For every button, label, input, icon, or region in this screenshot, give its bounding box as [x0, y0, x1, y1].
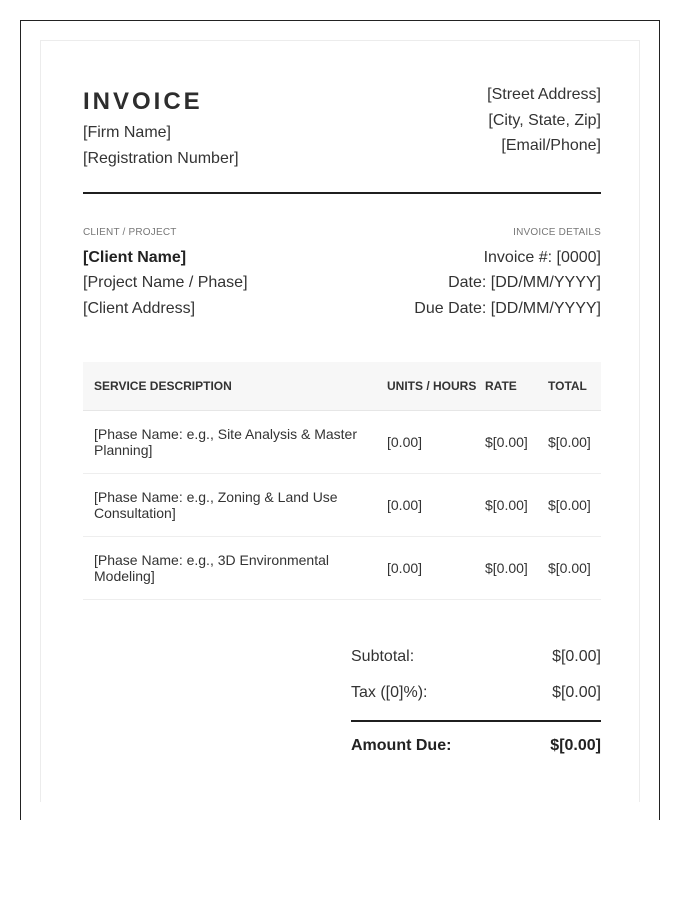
invoice-page [40, 40, 640, 802]
row-rate: $[0.00] [481, 474, 544, 537]
table-header-row [83, 362, 601, 411]
street-address: [Street Address] [487, 86, 601, 103]
services-table [83, 362, 601, 600]
registration-number: [Registration Number] [83, 150, 239, 167]
row-total: $[0.00] [544, 537, 601, 600]
row-description: [Phase Name: e.g., Zoning & Land Use Consultation] [83, 474, 383, 537]
table-row [83, 411, 601, 474]
email-phone: [Email/Phone] [501, 137, 601, 154]
row-total: $[0.00] [544, 411, 601, 474]
header-units-hours: UNITS / HOURS [383, 362, 481, 411]
invoice-details-label: INVOICE DETAILS [513, 227, 601, 238]
tax-label: Tax ([0]%): [351, 684, 428, 701]
tax-value: $[0.00] [552, 684, 601, 701]
amount-due-row [351, 736, 601, 756]
header-service-description: SERVICE DESCRIPTION [83, 362, 383, 411]
amount-due-label: Amount Due: [351, 737, 452, 754]
client-section-label: CLIENT / PROJECT [83, 227, 177, 238]
row-rate: $[0.00] [481, 537, 544, 600]
project-name: [Project Name / Phase] [83, 274, 248, 291]
subtotal-value: $[0.00] [552, 648, 601, 665]
client-address: [Client Address] [83, 300, 196, 317]
row-units: [0.00] [383, 537, 481, 600]
invoice-header [83, 86, 601, 179]
tax-row [351, 683, 601, 703]
subtotal-row [351, 647, 601, 667]
city-state-zip: [City, State, Zip] [488, 112, 601, 129]
header-divider [83, 192, 601, 194]
firm-name: [Firm Name] [83, 124, 171, 141]
invoice-date: Date: [DD/MM/YYYY] [448, 274, 601, 291]
table-row [83, 537, 601, 600]
invoice-number: Invoice #: [0000] [483, 249, 601, 266]
table-row [83, 474, 601, 537]
totals-divider [351, 720, 601, 722]
invoice-due-date: Due Date: [DD/MM/YYYY] [414, 300, 601, 317]
amount-due-value: $[0.00] [550, 737, 601, 754]
row-total: $[0.00] [544, 474, 601, 537]
invoice-title: INVOICE [83, 88, 203, 115]
row-rate: $[0.00] [481, 411, 544, 474]
header-total: TOTAL [544, 362, 601, 411]
row-description: [Phase Name: e.g., Site Analysis & Master Planning] [83, 411, 383, 474]
row-description: [Phase Name: e.g., 3D Environmental Modeling] [83, 537, 383, 600]
subtotal-label: Subtotal: [351, 648, 415, 665]
row-units: [0.00] [383, 474, 481, 537]
row-units: [0.00] [383, 411, 481, 474]
client-name: [Client Name] [83, 249, 187, 266]
header-rate: RATE [481, 362, 544, 411]
